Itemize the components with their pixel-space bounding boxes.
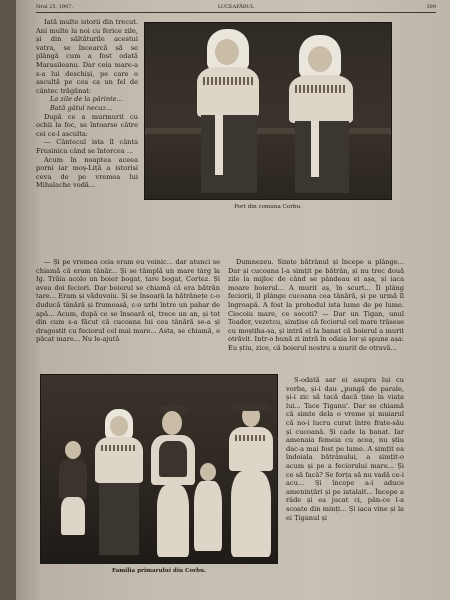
left-column xyxy=(36,18,138,258)
top-photo-caption: Port din comuna Corbu. xyxy=(234,204,302,210)
paragraph: După ce a murmurit cu ochii la foc, se întoarse către cei ce-l asculta: xyxy=(36,112,138,138)
paragraph: Iată multe istorii din trecut. Ani multe la noi cu ferice zile, și din săltăturile acestui vatra, se încearcă să se plângă cum a fost odată Marasileanu. Dar ceia mare-a s-a lui deschiși, pe care o ascultă pe cea ca un fel de cântec trăgănat: xyxy=(36,18,138,95)
magazine-page xyxy=(16,0,450,600)
folk-costume-photo xyxy=(144,22,392,200)
poem-line: Bată gâtul necaz... xyxy=(50,103,113,112)
poem-line: La zile de la părinte... xyxy=(50,95,123,104)
magazine-title: LUCEAFĂRUL xyxy=(217,4,255,10)
story-paragraph: Dumnezeu. Simte bătrânul și începe a plânge... Dar și cucoana l-a simțit pe bătrân, și nu trec două zile la mijloc de când se pândeau ei așa, și iaca moare boierul... A murit aș, în scurt... Îl plâng feciorii, îl plânge cucoana cea tânără, și pe urmă îl îngroapă. A fost la prohodul ista lume de pe lume. Ciocoiu mare, ce socoti? — Dar un Țigan, unul Toader, vezetcu, simțise că feciorul cel mare trăsese cu moștiha-sa, și intră el la banat că boierul a murit otrăvit. Intr-o bună zi intră în odaia lor și spune așa: Eu știu, zice, că boierul nostru a murit de otravă... xyxy=(228,258,404,352)
family-photo xyxy=(40,374,278,564)
story-paragraph: — Și pe vremea ceia eram eu voinic... dar atunci se chiamă că eram tânăr... Și se tâmplă un mare târg la Ig. Trăia acolo un boier bogat, tare bogat, Cortez. Și avea doi feciori. Dar boierul se chiamă că era bătrân tare... Eram și văduvoiu. Și se însoară la bătrânețe c-o duducă tânără și frumoasă, c-o urbi între un pahar de apă... Acum, după ce se însoară el, trece un an, și tot din cum s-a făcut că cucoana lui cea tânără se-a și dragostit cu feciorul cel mai mare... Asta, se chiamă, e păcat mare... Nu le-ajută xyxy=(36,258,220,344)
running-header xyxy=(36,3,436,13)
paragraph: Acum în noaptea aceea porni iar moș-Liță a istorisi ceva de pe vremea lui Mihalache vodă... xyxy=(36,155,138,190)
page-number: 399 xyxy=(426,4,436,10)
story-paragraph: S-odată sar ei asupra lui cu vorba, și-i dau „pungă de parale, și-i zic să tacă dacă ține la viața lui... Tace Țiganu'. Dar se chiamă că simte dela o vreme și muiarul că no-i lucru curat între frate-său și cucoană. Și cade la banat. Iar amenaia femeia cu acea, nu știu dac-a mai fost pe lume. A simțit ea îndoiala bătrânului, a simțit-o acum și pe a feciorului mare... Și ce să facă? Se forța să nu vadă ce-i acu... Și începe a-i aduce amenințări și pe iatalalt... Începe a râde și ea jucat ci, pân-ce l-a scoate din minți... Și iaca vine și la ei Țiganul și xyxy=(286,376,404,522)
issue-number: Nrul 25, 1907. xyxy=(36,4,74,10)
bottom-photo-caption: Familia primarului din Corbu. xyxy=(111,568,207,574)
paragraph: — Cântecul ista îl cânta Frusinica când se întorcea ... xyxy=(36,138,138,155)
